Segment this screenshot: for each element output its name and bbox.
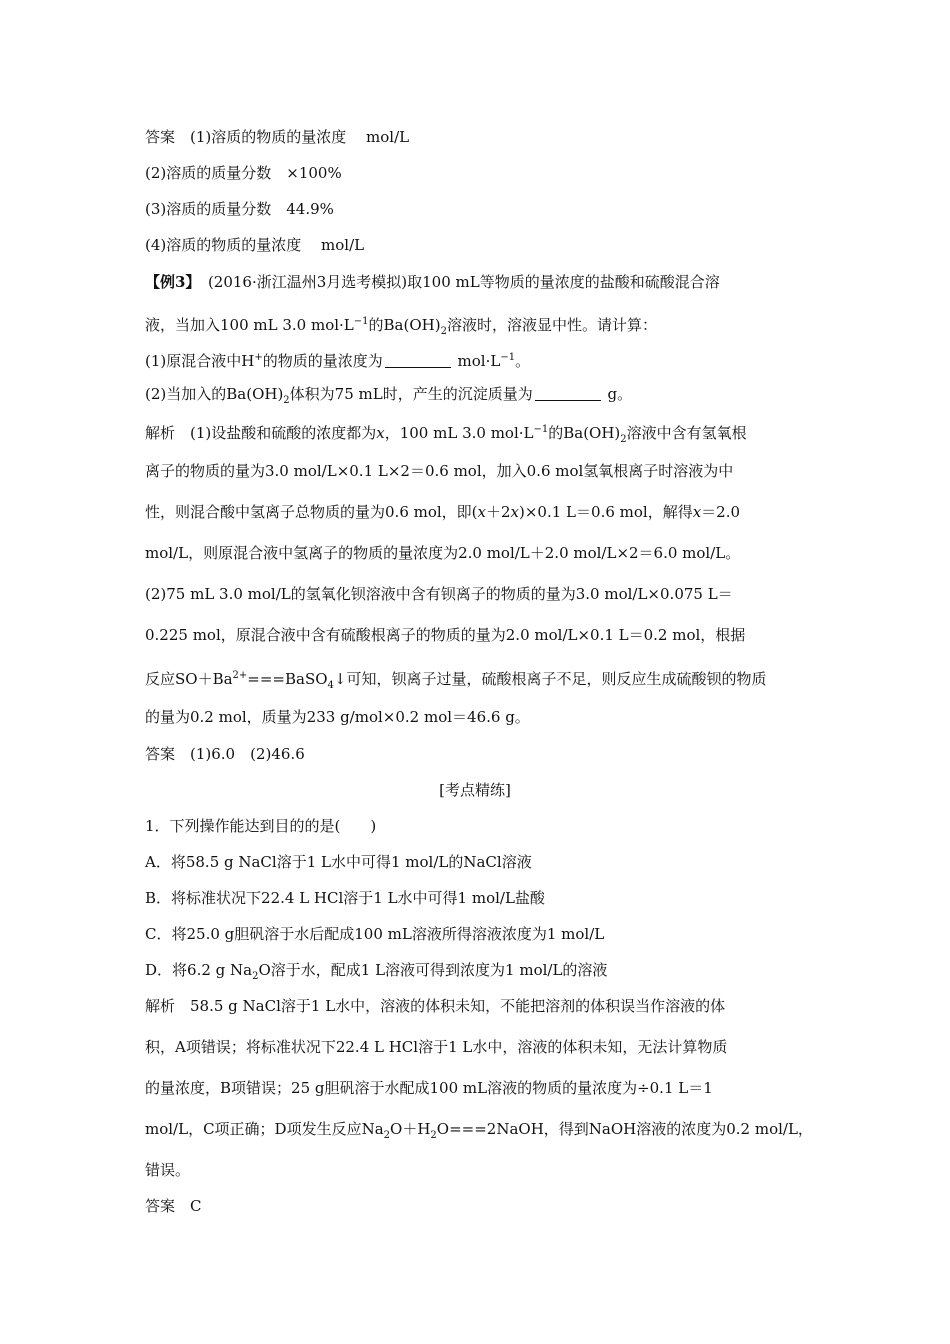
text: 体积为75 mL时，产生的沉淀质量为: [289, 385, 533, 403]
variable: x: [376, 424, 385, 442]
text: 的物质的量浓度为: [262, 352, 383, 370]
example3-text: (2016·浙江温州3月选考模拟)取100 mL等物质的量浓度的盐酸和硫酸混合溶: [192, 273, 720, 291]
text: ===BaSO: [247, 670, 328, 688]
subscript: 2: [383, 1130, 391, 1141]
example3-question-2: [145, 384, 632, 411]
text: 液，当加入100 mL 3.0 mol·L: [145, 316, 354, 334]
answer-blank: [535, 386, 601, 401]
analysis1-line-2: 离子的物质的量为3.0 mol/L×0.1 L×2＝0.6 mol，加入0.6 mol氢氧根离子时溶液为中: [145, 462, 734, 480]
text: (2)当加入的Ba(OH): [145, 385, 284, 403]
analysis2-line-1: 解析 58.5 g NaCl溶于1 L水中，溶液的体积未知，不能把溶剂的体积误当作溶液的体: [145, 997, 726, 1015]
answer-line-3: (3)溶质的质量分数 44.9%: [145, 200, 334, 218]
analysis1-line-4: mol/L，则原混合液中氢离子的物质的量浓度为2.0 mol/L＋2.0 mol/L×2＝6.0 mol/L。: [145, 544, 741, 562]
subscript: 2: [430, 1130, 437, 1141]
text: O===2NaOH，得到NaOH溶液的浓度为0.2 mol/L，: [436, 1120, 813, 1138]
analysis2-line-4: [145, 1119, 813, 1146]
analysis1-line-6: 0.225 mol，原混合液中含有硫酸根离子的物质的量为2.0 mol/L×0.1 L＝0.2 mol，根据: [145, 626, 746, 644]
option-d: [145, 960, 607, 987]
answer-line-2: (2)溶质的质量分数 ×100%: [145, 164, 342, 182]
text: 反应SO＋Ba: [145, 670, 233, 688]
text: 。: [515, 352, 531, 370]
answer-2: 答案 (1)6.0 (2)46.6: [145, 745, 305, 763]
text: )×0.1 L＝0.6 mol，解得: [519, 503, 693, 521]
text: mol/L，C项正确；D项发生反应Na: [145, 1120, 384, 1138]
subscript: 4: [327, 680, 334, 691]
answer-blank: [385, 353, 451, 368]
text: D．将6.2 g Na: [145, 961, 253, 979]
text: g。: [602, 385, 633, 403]
text: mol·L: [452, 352, 501, 370]
subscript: 2: [283, 395, 290, 406]
answer-line-4: (4)溶质的物质的量浓度 mol/L: [145, 236, 365, 254]
text: 的Ba(OH): [368, 316, 441, 334]
superscript: −1: [353, 316, 369, 327]
option-b: B．将标准状况下22.4 L HCl溶于1 L水中可得1 mol/L盐酸: [145, 889, 545, 907]
text: 解析 (1)设盐酸和硫酸的浓度都为: [145, 424, 377, 442]
example3-label: 【例3】: [145, 273, 193, 291]
text: 性，则混合酸中氢离子总物质的量为0.6 mol，即(: [145, 503, 478, 521]
analysis1-line-8: 的量为0.2 mol，质量为233 g/mol×0.2 mol＝46.6 g。: [145, 708, 530, 726]
text: O溶于水，配成1 L溶液可得到浓度为1 mol/L的溶液: [258, 961, 608, 979]
question-1-stem: 1．下列操作能达到目的的是( ): [145, 817, 377, 835]
text: ↓可知，钡离子过量，硫酸根离子不足，则反应生成硫酸钡的物质: [333, 670, 767, 688]
analysis2-line-5: 错误。: [145, 1161, 191, 1179]
option-a: A．将58.5 g NaCl溶于1 L水中可得1 mol/L的NaCl溶液: [145, 853, 532, 871]
text: 溶液中含有氢氧根: [626, 424, 747, 442]
example3-question-1: [145, 348, 530, 371]
text: 的Ba(OH): [548, 424, 621, 442]
superscript: +: [254, 352, 263, 363]
variable: x: [510, 503, 520, 521]
superscript: 2+: [232, 670, 248, 681]
subscript: 2: [620, 434, 627, 445]
text: 溶液时，溶液显中性。请计算：: [446, 316, 657, 334]
text: O＋H: [390, 1120, 431, 1138]
example3-line-1: [145, 272, 720, 292]
analysis1-line-3: [145, 502, 740, 522]
text: ＝2.0: [701, 503, 741, 521]
section-title: [考点精练]: [439, 781, 511, 799]
text: (1)原混合液中H: [145, 352, 255, 370]
analysis2-line-3: 的量浓度，B项错误；25 g胆矾溶于水配成100 mL溶液的物质的量浓度为÷0.1 L＝1: [145, 1079, 713, 1097]
option-c: C．将25.0 g胆矾溶于水后配成100 mL溶液所得溶液浓度为1 mol/L: [145, 925, 605, 943]
analysis1-line-5: (2)75 mL 3.0 mol/L的氢氧化钡溶液中含有钡离子的物质的量为3.0 mol/L×0.075 L＝: [145, 585, 733, 603]
text: ，100 mL 3.0 mol·L: [384, 424, 534, 442]
analysis1-line-7: [145, 666, 767, 696]
superscript: −1: [533, 424, 549, 435]
analysis1-line-1: [145, 420, 747, 450]
example3-line-2: [145, 312, 657, 342]
variable: x: [477, 503, 486, 521]
answer-3: 答案 C: [145, 1197, 202, 1215]
text: ＋2: [486, 503, 511, 521]
subscript: 2: [440, 326, 447, 337]
analysis2-line-2: 积，A项错误；将标准状况下22.4 L HCl溶于1 L水中，溶液的体积未知，无法计算物质: [145, 1038, 728, 1056]
variable: x: [692, 503, 702, 521]
subscript: 2: [252, 971, 259, 982]
superscript: −1: [500, 352, 516, 363]
answer-line-1: 答案 (1)溶质的物质的量浓度 mol/L: [145, 128, 410, 146]
